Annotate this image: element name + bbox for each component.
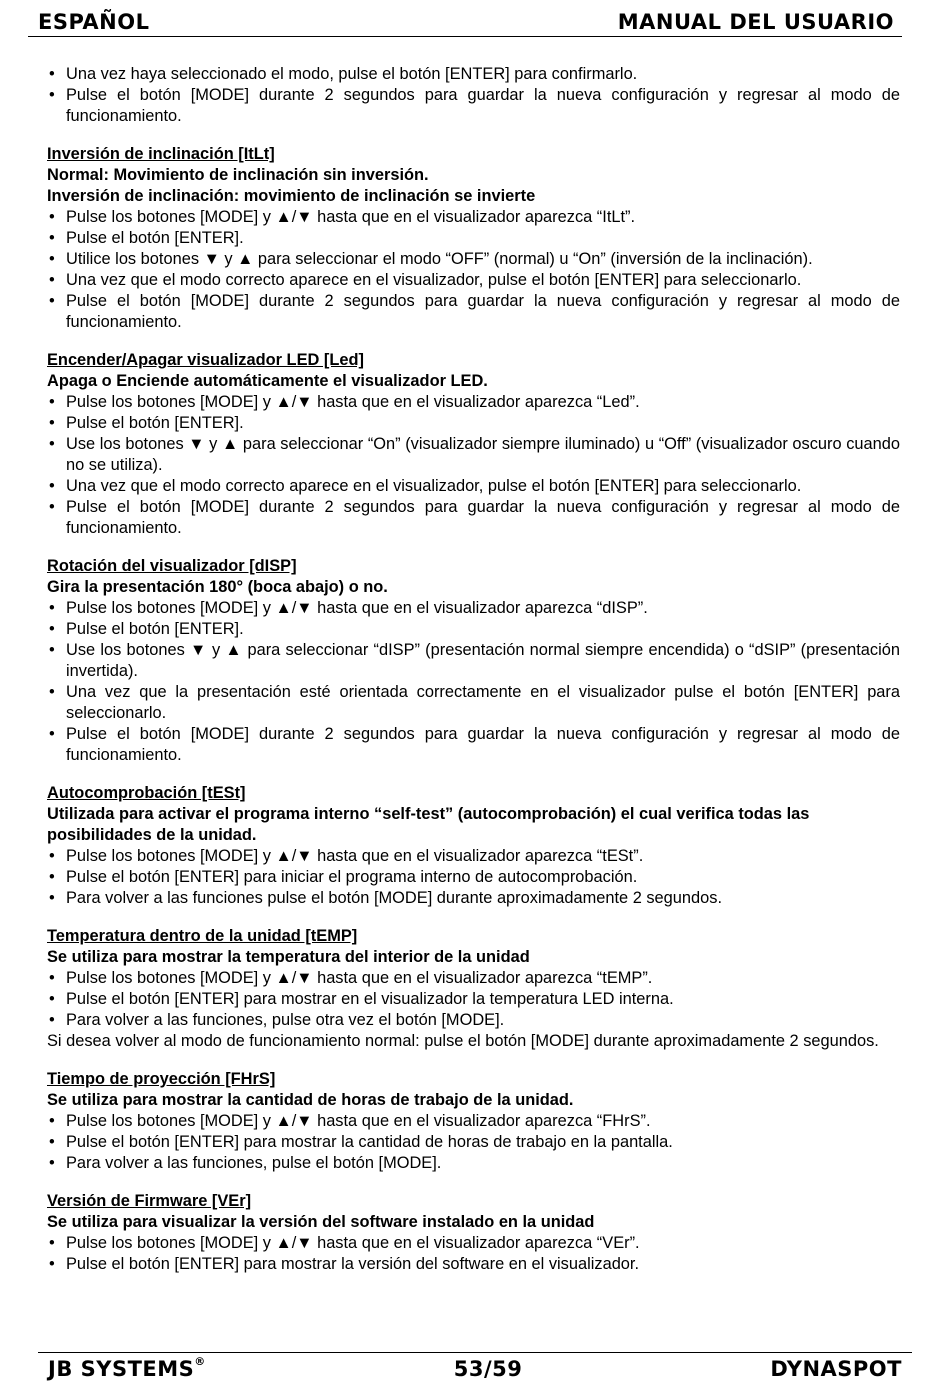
list-item: • Pulse los botones [MODE] y ▲/▼ hasta que en el visualizador aparezca “FHrS”.	[47, 1111, 900, 1132]
list-item: • Pulse los botones [MODE] y ▲/▼ hasta que en el visualizador aparezca “ItLt”.	[47, 207, 900, 228]
list-item: • Pulse el botón [ENTER] para mostrar la cantidad de horas de trabajo en la pantalla.	[47, 1132, 900, 1153]
list-item: • Pulse los botones [MODE] y ▲/▼ hasta que en el visualizador aparezca “tESt”.	[47, 846, 900, 867]
section-subtitle: Apaga o Enciende automáticamente el visualizador LED.	[47, 372, 488, 390]
document-body	[47, 64, 900, 1275]
section-firmware-version	[47, 1191, 900, 1275]
section-subtitle: Inversión de inclinación: movimiento de inclinación se invierte	[47, 187, 536, 205]
footer-brand	[48, 1357, 206, 1381]
section-temperature	[47, 926, 900, 1052]
list-item: • Pulse los botones [MODE] y ▲/▼ hasta que en el visualizador aparezca “dISP”.	[47, 598, 900, 619]
list-item: • Pulse el botón [ENTER] para mostrar en el visualizador la temperatura LED interna.	[47, 989, 900, 1010]
list-item: • Pulse los botones [MODE] y ▲/▼ hasta que en el visualizador aparezca “tEMP”.	[47, 968, 900, 989]
list-item: • Use los botones ▼ y ▲ para seleccionar “On” (visualizador siempre iluminado) u “Off” (visualizador oscuro cuando no se utiliza).	[47, 434, 900, 476]
list-item: • Para volver a las funciones pulse el botón [MODE] durante aproximadamente 2 segundos.	[47, 888, 900, 909]
intro-list	[47, 64, 900, 127]
section-subtitle: Utilizada para activar el programa interno “self-test” (autocomprobación) el cual verifica todas las posibilidades de la unidad.	[47, 805, 810, 844]
section-self-test	[47, 783, 900, 909]
list-item: • Pulse el botón [ENTER].	[47, 228, 900, 249]
list-item: • Una vez que el modo correcto aparece en el visualizador, pulse el botón [ENTER] para seleccionarlo.	[47, 476, 900, 497]
list-item: • Una vez que el modo correcto aparece en el visualizador, pulse el botón [ENTER] para seleccionarlo.	[47, 270, 900, 291]
section-subtitle: Gira la presentación 180° (boca abajo) o no.	[47, 578, 388, 596]
brand-name: JB SYSTEMS	[48, 1357, 195, 1381]
section-led-display	[47, 350, 900, 539]
footer-product: DYNASPOT	[770, 1357, 902, 1381]
section-projection-time	[47, 1069, 900, 1174]
page-header	[28, 8, 902, 37]
section-tilt-inversion	[47, 144, 900, 333]
section-title: Autocomprobación [tESt]	[47, 784, 246, 802]
list-item: • Una vez haya seleccionado el modo, pulse el botón [ENTER] para confirmarlo.	[47, 64, 900, 85]
list-item: • Use los botones ▼ y ▲ para seleccionar “dISP” (presentación normal siempre encendida) o “dSIP” (presentación invertida).	[47, 640, 900, 682]
list-item: • Pulse el botón [MODE] durante 2 segundos para guardar la nueva configuración y regresar al modo de funcionamiento.	[47, 85, 900, 127]
section-note: Si desea volver al modo de funcionamiento normal: pulse el botón [MODE] durante aproximadamente 2 segundos.	[47, 1032, 879, 1050]
section-title: Rotación del visualizador [dISP]	[47, 557, 297, 575]
list-item: • Pulse el botón [MODE] durante 2 segundos para guardar la nueva configuración y regresar al modo de funcionamiento.	[47, 291, 900, 333]
section-title: Versión de Firmware [VEr]	[47, 1192, 252, 1210]
section-title: Temperatura dentro de la unidad [tEMP]	[47, 927, 358, 945]
list-item: • Pulse el botón [ENTER].	[47, 413, 900, 434]
list-item: • Para volver a las funciones, pulse otra vez el botón [MODE].	[47, 1010, 900, 1031]
header-manual-title: MANUAL DEL USUARIO	[617, 10, 894, 34]
section-display-rotation	[47, 556, 900, 766]
list-item: • Para volver a las funciones, pulse el botón [MODE].	[47, 1153, 900, 1174]
header-language: ESPAÑOL	[38, 10, 150, 34]
section-subtitle: Se utiliza para mostrar la cantidad de horas de trabajo de la unidad.	[47, 1091, 574, 1109]
list-item: • Pulse el botón [ENTER].	[47, 619, 900, 640]
list-item: • Pulse los botones [MODE] y ▲/▼ hasta que en el visualizador aparezca “Led”.	[47, 392, 900, 413]
section-subtitle: Normal: Movimiento de inclinación sin inversión.	[47, 166, 429, 184]
list-item: • Pulse el botón [MODE] durante 2 segundos para guardar la nueva configuración y regresar al modo de funcionamiento.	[47, 724, 900, 766]
section-title: Inversión de inclinación [ItLt]	[47, 145, 275, 163]
list-item: • Pulse el botón [ENTER] para mostrar la versión del software en el visualizador.	[47, 1254, 900, 1275]
list-item: • Pulse el botón [MODE] durante 2 segundos para guardar la nueva configuración y regresar al modo de funcionamiento.	[47, 497, 900, 539]
section-subtitle: Se utiliza para visualizar la versión del software instalado en la unidad	[47, 1213, 595, 1231]
section-title: Tiempo de proyección [FHrS]	[47, 1070, 276, 1088]
registered-mark: ®	[194, 1355, 206, 1368]
page-footer	[38, 1352, 912, 1381]
list-item: • Una vez que la presentación esté orientada correctamente en el visualizador pulse el botón [ENTER] para seleccionarlo.	[47, 682, 900, 724]
section-subtitle: Se utiliza para mostrar la temperatura del interior de la unidad	[47, 948, 530, 966]
section-title: Encender/Apagar visualizador LED [Led]	[47, 351, 364, 369]
page-number: 53/59	[453, 1357, 523, 1381]
list-item: • Pulse el botón [ENTER] para iniciar el programa interno de autocomprobación.	[47, 867, 900, 888]
list-item: • Utilice los botones ▼ y ▲ para seleccionar el modo “OFF” (normal) u “On” (inversión de la inclinación).	[47, 249, 900, 270]
list-item: • Pulse los botones [MODE] y ▲/▼ hasta que en el visualizador aparezca “VEr”.	[47, 1233, 900, 1254]
